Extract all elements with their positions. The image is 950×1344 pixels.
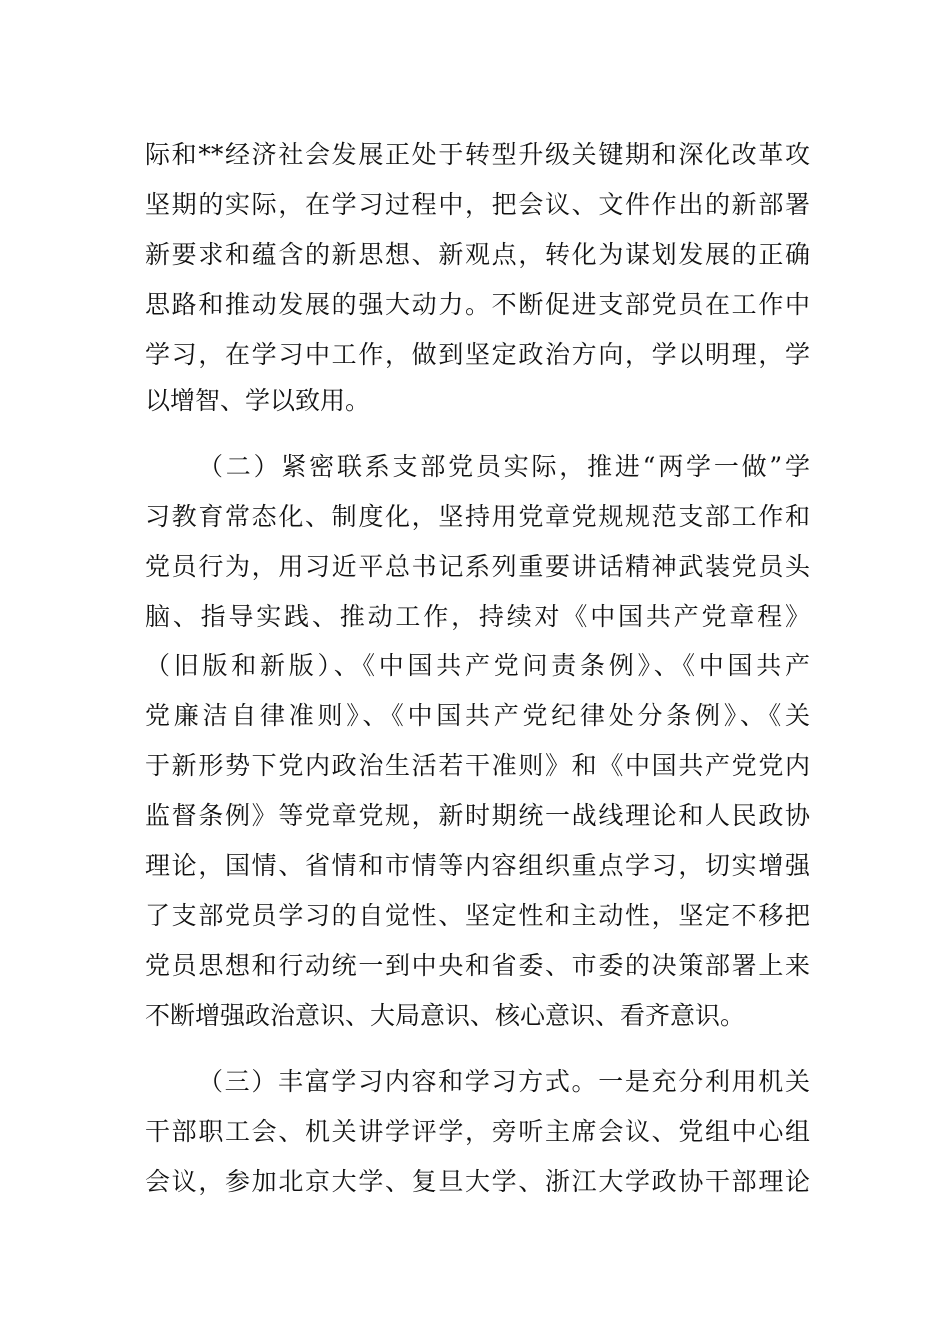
text-line: 新要求和蕴含的新思想、新观点，转化为谋划发展的正确 [145, 240, 810, 269]
text-line: 习教育常态化、制度化，坚持用党章党规规范支部工作和 [145, 502, 810, 531]
text-line: 党员行为，用习近平总书记系列重要讲话精神武装党员头 [145, 552, 810, 581]
text-line: 党廉洁自律准则》、《中国共产党纪律处分条例》、《关 [145, 701, 810, 730]
text-line: 学习，在学习中工作，做到坚定政治方向，学以明理，学 [145, 340, 810, 369]
text-line: 干部职工会、机关讲学评学，旁听主席会议、党组中心组 [145, 1117, 810, 1146]
text-line: 于新形势下党内政治生活若干准则》和《中国共产党党内 [145, 751, 810, 780]
text-line: （三）丰富学习内容和学习方式。一是充分利用机关 [198, 1067, 810, 1096]
text-line: 思路和推动发展的强大动力。不断促进支部党员在工作中 [145, 290, 810, 319]
text-line: 了支部党员学习的自觉性、坚定性和主动性，坚定不移把 [145, 901, 810, 930]
text-line: 监督条例》等党章党规，新时期统一战线理论和人民政协 [145, 801, 810, 830]
text-line: 会议，参加北京大学、复旦大学、浙江大学政协干部理论 [145, 1167, 810, 1196]
text-line: 脑、指导实践、推动工作，持续对《中国共产党章程》 [145, 602, 810, 631]
text-line: （旧版和新版）、《中国共产党问责条例》、《中国共产 [145, 651, 810, 680]
text-line: （二）紧密联系支部党员实际，推进“两学一做”学 [198, 452, 810, 481]
text-line: 理论，国情、省情和市情等内容组织重点学习，切实增强 [145, 851, 810, 880]
text-line: 坚期的实际，在学习过程中，把会议、文件作出的新部署 [145, 190, 810, 219]
text-line: 党员思想和行动统一到中央和省委、市委的决策部署上来 [145, 951, 810, 980]
text-line: 以增智、学以致用。 [145, 386, 371, 415]
text-line: 不断增强政治意识、大局意识、核心意识、看齐意识。 [145, 1001, 746, 1030]
text-line: 际和**经济社会发展正处于转型升级关键期和深化改革攻 [145, 140, 810, 169]
